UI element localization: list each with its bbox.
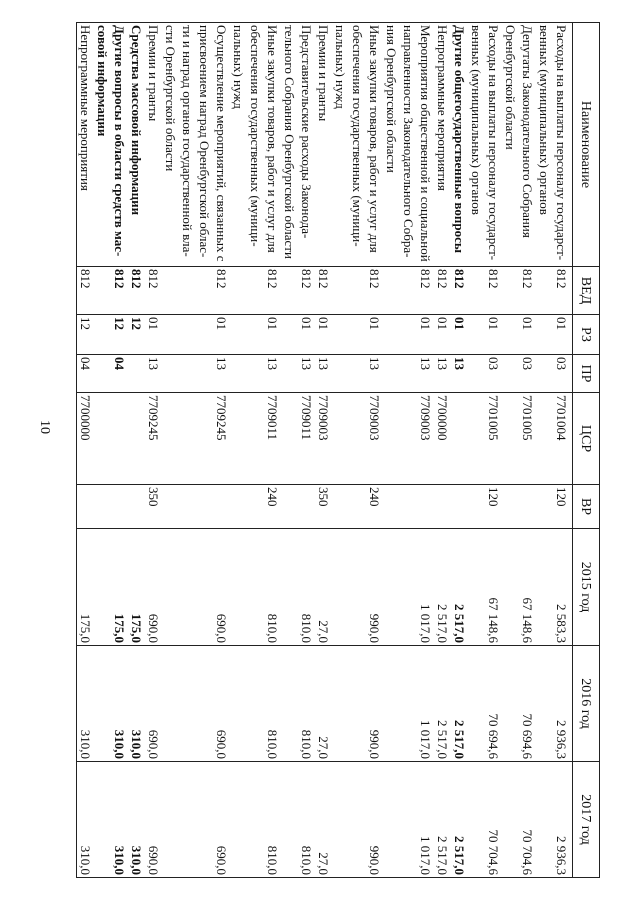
cell-2015: 175,0 xyxy=(77,529,95,646)
cell-2016: 310,0 xyxy=(94,646,128,762)
cell-2017: 70 704,6 xyxy=(502,762,536,878)
cell-csr: 7709003 xyxy=(332,393,383,485)
table-row xyxy=(162,23,230,878)
cell-2015: 810,0 xyxy=(230,529,281,646)
cell-pr: 13 xyxy=(434,355,451,393)
cell-2015: 175,0 xyxy=(128,529,145,646)
cell-ved: 812 xyxy=(94,267,128,315)
cell-ved: 812 xyxy=(230,267,281,315)
cell-pr: 13 xyxy=(315,355,332,393)
cell-2017: 2 936,3 xyxy=(536,762,573,878)
cell-2016: 810,0 xyxy=(281,646,315,762)
table-row xyxy=(77,23,95,878)
cell-name: Другие общегосударственные вопросы xyxy=(451,23,468,267)
cell-2016: 810,0 xyxy=(230,646,281,762)
cell-vr xyxy=(162,485,230,529)
cell-pr: 03 xyxy=(536,355,573,393)
cell-pr: 13 xyxy=(451,355,468,393)
cell-name: Другие вопросы в области средств мас-совой информации xyxy=(94,23,128,267)
cell-name: Непрограммные мероприятия xyxy=(77,23,95,267)
cell-rz: 01 xyxy=(230,315,281,355)
cell-vr xyxy=(383,485,434,529)
cell-2017: 810,0 xyxy=(230,762,281,878)
cell-2017: 310,0 xyxy=(128,762,145,878)
header-2015: 2015 год xyxy=(573,529,600,646)
cell-2016: 690,0 xyxy=(162,646,230,762)
cell-ved: 812 xyxy=(332,267,383,315)
cell-2016: 2 936,3 xyxy=(536,646,573,762)
cell-csr: 7700000 xyxy=(434,393,451,485)
cell-rz: 01 xyxy=(502,315,536,355)
cell-2016: 27,0 xyxy=(315,646,332,762)
table-row xyxy=(502,23,536,878)
cell-ved: 812 xyxy=(162,267,230,315)
cell-csr: 7709245 xyxy=(162,393,230,485)
cell-2017: 690,0 xyxy=(162,762,230,878)
cell-vr: 120 xyxy=(468,485,502,529)
cell-rz: 01 xyxy=(383,315,434,355)
header-rz: РЗ xyxy=(573,315,600,355)
cell-vr xyxy=(77,485,95,529)
cell-ved: 812 xyxy=(281,267,315,315)
budget-table xyxy=(76,22,600,878)
cell-2015: 67 148,6 xyxy=(468,529,502,646)
cell-name: Непрограммные мероприятия xyxy=(434,23,451,267)
cell-csr: 7709011 xyxy=(281,393,315,485)
table-row xyxy=(94,23,128,878)
cell-name: Расходы на выплаты персоналу государст-венных (муниципальных) органов xyxy=(468,23,502,267)
cell-csr xyxy=(451,393,468,485)
cell-2017: 70 704,6 xyxy=(468,762,502,878)
cell-ved: 812 xyxy=(145,267,162,315)
cell-ved: 812 xyxy=(128,267,145,315)
cell-2016: 70 694,6 xyxy=(468,646,502,762)
cell-vr: 350 xyxy=(315,485,332,529)
cell-name: Иные закупки товаров, работ и услуг для обеспечения государственных (муници-пальных) нужд xyxy=(230,23,281,267)
cell-csr: 7709003 xyxy=(315,393,332,485)
cell-rz: 01 xyxy=(536,315,573,355)
cell-rz: 12 xyxy=(128,315,145,355)
cell-rz: 01 xyxy=(315,315,332,355)
cell-csr: 7709011 xyxy=(230,393,281,485)
table-row xyxy=(434,23,451,878)
cell-csr: 7709003 xyxy=(383,393,434,485)
cell-pr: 13 xyxy=(162,355,230,393)
cell-ved: 812 xyxy=(502,267,536,315)
cell-pr: 04 xyxy=(77,355,95,393)
cell-2016: 2 517,0 xyxy=(451,646,468,762)
header-2016: 2016 год xyxy=(573,646,600,762)
cell-csr xyxy=(128,393,145,485)
cell-vr: 240 xyxy=(332,485,383,529)
cell-pr: 03 xyxy=(502,355,536,393)
cell-rz: 01 xyxy=(434,315,451,355)
cell-2017: 990,0 xyxy=(332,762,383,878)
cell-2017: 2 517,0 xyxy=(434,762,451,878)
cell-vr xyxy=(281,485,315,529)
cell-2016: 310,0 xyxy=(128,646,145,762)
cell-ved: 812 xyxy=(315,267,332,315)
cell-pr: 03 xyxy=(468,355,502,393)
cell-2017: 310,0 xyxy=(77,762,95,878)
table-row xyxy=(468,23,502,878)
cell-rz: 12 xyxy=(77,315,95,355)
cell-2017: 27,0 xyxy=(315,762,332,878)
cell-name: Средства массовой информации xyxy=(128,23,145,267)
cell-name: Депутаты Законодательного Собрания Оренбургской области xyxy=(502,23,536,267)
cell-csr: 7701005 xyxy=(502,393,536,485)
cell-ved: 812 xyxy=(77,267,95,315)
header-csr: ЦСР xyxy=(573,393,600,485)
cell-csr: 7701005 xyxy=(468,393,502,485)
cell-2015: 690,0 xyxy=(162,529,230,646)
cell-2016: 310,0 xyxy=(77,646,95,762)
cell-rz: 12 xyxy=(94,315,128,355)
page-number: 10 xyxy=(37,420,52,434)
table-header-row xyxy=(573,23,600,878)
header-vr: ВР xyxy=(573,485,600,529)
header-pr: ПР xyxy=(573,355,600,393)
table-row xyxy=(332,23,383,878)
cell-ved: 812 xyxy=(536,267,573,315)
cell-2016: 690,0 xyxy=(145,646,162,762)
cell-vr xyxy=(451,485,468,529)
header-name: Наименование xyxy=(573,23,600,267)
cell-2015: 2 583,3 xyxy=(536,529,573,646)
cell-name: Мероприятия общественной и социальной направленности Законодательного Собра-ния Оренбургской области xyxy=(383,23,434,267)
cell-2017: 810,0 xyxy=(281,762,315,878)
cell-rz: 01 xyxy=(162,315,230,355)
cell-2015: 175,0 xyxy=(94,529,128,646)
table-body xyxy=(77,23,573,878)
cell-vr: 350 xyxy=(145,485,162,529)
cell-2015: 67 148,6 xyxy=(502,529,536,646)
cell-rz: 01 xyxy=(145,315,162,355)
budget-table-container xyxy=(78,22,600,877)
table-row xyxy=(281,23,315,878)
cell-csr: 7701004 xyxy=(536,393,573,485)
cell-vr xyxy=(502,485,536,529)
cell-2016: 1 017,0 xyxy=(383,646,434,762)
cell-rz: 01 xyxy=(468,315,502,355)
cell-2016: 990,0 xyxy=(332,646,383,762)
cell-2015: 1 017,0 xyxy=(383,529,434,646)
cell-pr xyxy=(128,355,145,393)
cell-pr: 13 xyxy=(281,355,315,393)
cell-pr: 04 xyxy=(94,355,128,393)
cell-vr: 240 xyxy=(230,485,281,529)
cell-2015: 990,0 xyxy=(332,529,383,646)
cell-vr xyxy=(128,485,145,529)
cell-pr: 13 xyxy=(230,355,281,393)
table-row xyxy=(145,23,162,878)
cell-2015: 2 517,0 xyxy=(451,529,468,646)
cell-ved: 812 xyxy=(451,267,468,315)
table-row xyxy=(230,23,281,878)
table-row xyxy=(128,23,145,878)
cell-2017: 310,0 xyxy=(94,762,128,878)
cell-csr: 7709245 xyxy=(145,393,162,485)
cell-rz: 01 xyxy=(332,315,383,355)
cell-pr: 13 xyxy=(145,355,162,393)
cell-name: Премии и гранты xyxy=(315,23,332,267)
cell-2016: 70 694,6 xyxy=(502,646,536,762)
header-ved: ВЕД xyxy=(573,267,600,315)
cell-name: Иные закупки товаров, работ и услуг для обеспечения государственных (муници-пальных) нужд xyxy=(332,23,383,267)
cell-2017: 1 017,0 xyxy=(383,762,434,878)
cell-2016: 2 517,0 xyxy=(434,646,451,762)
header-2017: 2017 год xyxy=(573,762,600,878)
cell-ved: 812 xyxy=(434,267,451,315)
cell-2015: 2 517,0 xyxy=(434,529,451,646)
table-row xyxy=(315,23,332,878)
cell-2015: 27,0 xyxy=(315,529,332,646)
cell-rz: 01 xyxy=(451,315,468,355)
cell-pr: 13 xyxy=(383,355,434,393)
table-row xyxy=(451,23,468,878)
cell-csr: 7700000 xyxy=(77,393,95,485)
cell-vr: 120 xyxy=(536,485,573,529)
cell-name: Расходы на выплаты персоналу государст-венных (муниципальных) органов xyxy=(536,23,573,267)
cell-2015: 690,0 xyxy=(145,529,162,646)
cell-pr: 13 xyxy=(332,355,383,393)
cell-2017: 690,0 xyxy=(145,762,162,878)
cell-name: Представительские расходы Законода-тельного Собрания Оренбургской области xyxy=(281,23,315,267)
cell-vr xyxy=(434,485,451,529)
cell-rz: 01 xyxy=(281,315,315,355)
cell-2017: 2 517,0 xyxy=(451,762,468,878)
cell-2015: 810,0 xyxy=(281,529,315,646)
table-row xyxy=(383,23,434,878)
cell-ved: 812 xyxy=(383,267,434,315)
cell-csr xyxy=(94,393,128,485)
cell-vr xyxy=(94,485,128,529)
cell-name: Осуществление мероприятий, связанных с присвоением наград Оренбургской облас-ти и наград органов государственной вла-сти Оренбургской области xyxy=(162,23,230,267)
table-row xyxy=(536,23,573,878)
cell-name: Премии и гранты xyxy=(145,23,162,267)
cell-ved: 812 xyxy=(468,267,502,315)
